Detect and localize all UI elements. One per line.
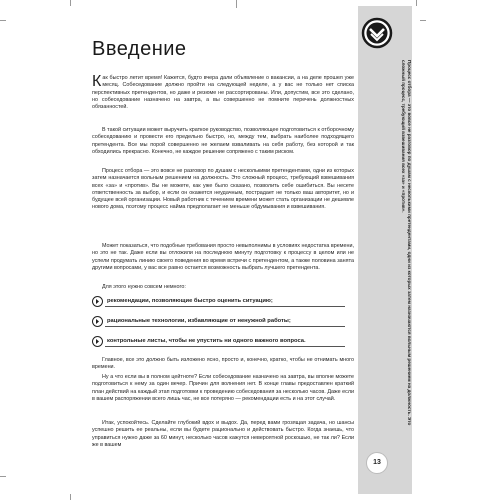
- list-item: [92, 336, 354, 349]
- paragraph-6: Ну а что если вы в полном цейтноте? Если собеседование назначено на завтра, вы вполне можете подготовиться к нему за один вечер. Причин для волнения нет. В конце главы предоставлен краткий план действий на каждый этап подготовки к проведению собеседования за несколько часов. Даже если в вашем распоряжении всего лишь час, не все потеряно — рекомендации есть и на этот случай.: [92, 374, 354, 402]
- arrow-right-bullet-icon: [92, 316, 103, 327]
- list-underline: [105, 326, 345, 327]
- crop-mark: [0, 20, 6, 21]
- intro-paragraph: [92, 75, 354, 111]
- list-underline: [105, 306, 345, 307]
- arrow-right-bullet-icon: [92, 336, 103, 347]
- list-lead: Для этого нужно совсем немного:: [102, 284, 186, 290]
- crop-mark: [416, 0, 417, 6]
- list-item-label: рациональные технологии, избавляющие от ненужной работы;: [107, 318, 291, 324]
- crop-mark: [420, 20, 426, 21]
- list-underline: [105, 346, 345, 347]
- crop-mark: [236, 0, 237, 8]
- list-item-label: контрольные листы, чтобы не упустить ни одного важного вопроса.: [107, 338, 306, 344]
- list-item: [92, 316, 354, 329]
- list-item-label: рекомендации, позволяющие быстро оценить ситуацию;: [107, 298, 273, 304]
- crop-mark: [70, 0, 71, 6]
- crop-mark: [70, 494, 71, 500]
- intro-text: ак быстро летит время! Кажется, будто вчера дали объявление о вакансии, а на деле прошел уже месяц. Собеседование должно пройти на следующей неделе, а у вас не только нет списка перспективных претендентов, но даже и резюме не рассортированы. Или, допустим, все это сделано, но собеседование назначено на завтра, а вы совершенно не помните перечень должностных обязанностей.: [92, 75, 354, 111]
- drop-cap: К: [92, 73, 102, 90]
- paragraph-4: Может показаться, что подобные требования просто невыполнимы в условиях недостатка времени, но это не так. Даже если вы отложили на последнюю минуту подготовку к процессу в целом или не успели продумать линию своего поведения во время встречи с претендентом, а также половина занята другими вопросами, у вас все равно остается возможность выбрать лучшего претендента.: [92, 243, 354, 271]
- page-number: 13: [366, 452, 388, 474]
- sidebar-vertical-text: [394, 60, 412, 440]
- crop-mark: [0, 476, 6, 477]
- page-title: Введение: [92, 38, 187, 60]
- chevron-down-circle-icon: [360, 16, 394, 50]
- list-item: [92, 296, 354, 309]
- sidebar-quote: Процесс отбора — это вовсе не разговор по душам с несколькими претендентами, одни из которых затем назначаются вольным решением на должность. Это сложный процесс, требующий взвешивания всех «за» и «против».: [401, 60, 412, 426]
- paragraph-5: Главное, все это должно быть изложено ясно, просто и, конечно, кратко, чтобы не отнимать много времени.: [92, 357, 354, 371]
- paragraph-3: Процесс отбора — это вовсе не разговор по душам с несколькими претендентами, одни из которых затем назначается вольным решением на должность. Это сложный процесс, требующий взвешивания всех «за» и «против». Вы не можете, как уже было сказано, позволить себе ошибиться. Вы несете ответственность за выбор, и если он окажется неудачным, пострадает не только ваш авторитет, но и будущее всей организации. Новый работник с течением времени может стать организации не дешевле нового дома, поэтому процесс найма предполагает не меньше обдумывания и взвешивания.: [92, 168, 354, 211]
- paragraph-2: В такой ситуации может выручить краткое руководство, позволяющее подготовиться к отборочному собеседованию и провести его предельно быстро, но, между тем, выбрать наиболее подходящего претендента. Все мы порой совершенно не желаем взваливать на себя работу, без которой и так обходились прекрасно. Конечно, не каждое решение сопряжено с таким риском.: [92, 127, 354, 155]
- paragraph-7: Итак, успокойтесь. Сделайте глубокий вдох и выдох. Да, перед вами грозящая задача, но шансы успешно решить ее реальны, если вы будете рационально и действовать быстро. Когда знаешь, что управиться нужно даже за 60 минут, несколько часов кажутся невероятной роскошью, не так ли? Если же в вашем: [92, 420, 354, 448]
- arrow-right-bullet-icon: [92, 296, 103, 307]
